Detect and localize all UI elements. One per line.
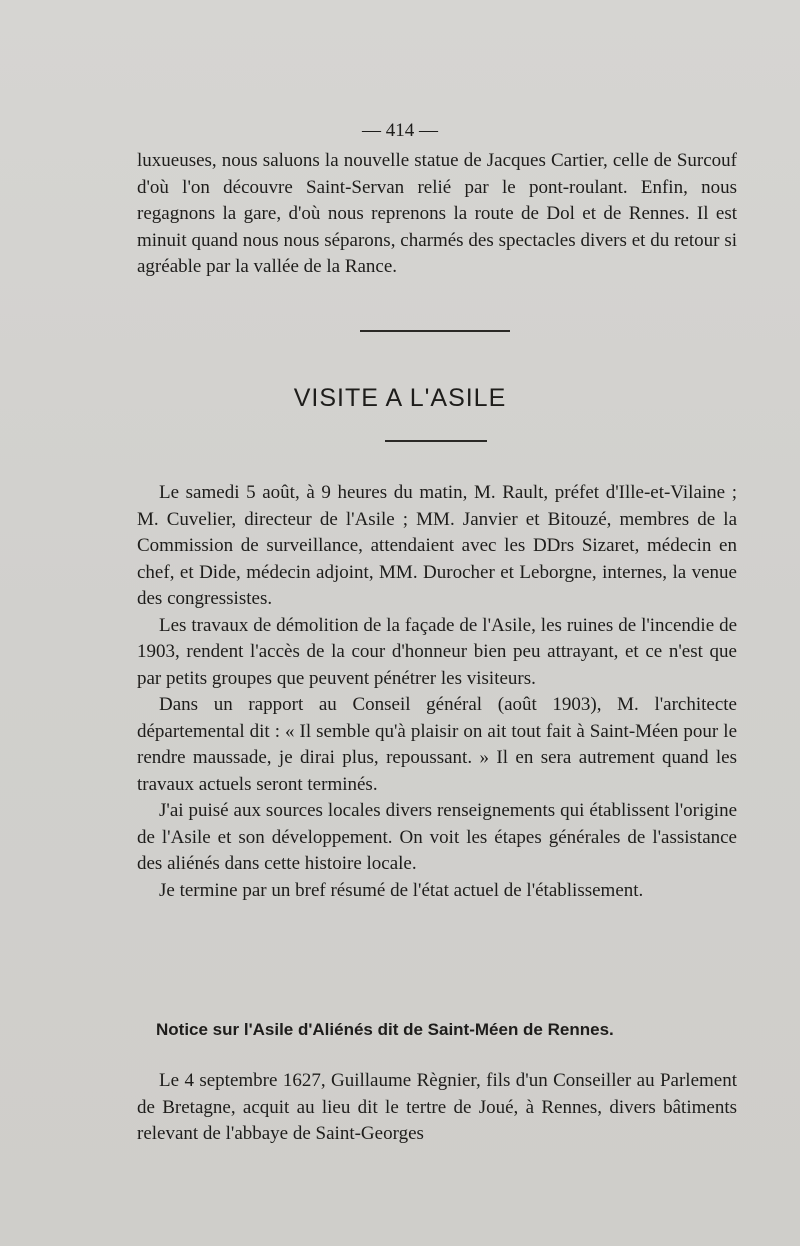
paragraph-top [137, 148, 737, 281]
notice-heading: Notice sur l'Asile d'Aliénés dit de Saint-Méen de Rennes. [156, 1020, 614, 1039]
paragraph-bottom [137, 1068, 737, 1148]
paragraph-5: Je termine par un bref résumé de l'état actuel de l'établissement. [159, 879, 644, 901]
section-title: VISITE A L'ASILE [293, 384, 507, 412]
paragraph-3: Dans un rapport au Conseil général (août 1903), M. l'architecte départemental dit : « Il semble qu'à plaisir on ait tout fait à Saint-Méen pour le rendre maussade, je dirai plus, repoussant. » Il en sera autrement quand les travaux actuels seront terminés. [137, 694, 737, 795]
paragraph-2: Les travaux de démolition de la façade de l'Asile, les ruines de l'incendie de 1903, rendent l'accès de la cour d'honneur bien peu attrayant, et ce n'est que par petits groupes que peuvent pénétrer les visiteurs. [137, 614, 737, 689]
paragraph-4: J'ai puisé aux sources locales divers renseignements qui établissent l'origine de l'Asile et son développement. On voit les étapes générales de l'assistance des aliénés dans cette histoire locale. [137, 800, 737, 874]
paragraph-bottom-text: Le 4 septembre 1627, Guillaume Règnier, fils d'un Conseiller au Parlement de Bretagne, acquit au lieu dit le tertre de Joué, à Rennes, divers bâtiments relevant de l'abbaye de Saint-Georges [137, 1070, 737, 1144]
separator-rule-under-title [385, 440, 487, 442]
section-body [137, 480, 737, 904]
page-number: — 414 — [362, 120, 438, 141]
paragraph-top-text: luxueuses, nous saluons la nouvelle statue de Jacques Cartier, celle de Surcouf d'où l'on découvre Saint-Servan relié par le pont-roulant. Enfin, nous regagnons la gare, d'où nous reprenons la route de Dol et de Rennes. Il est minuit quand nous nous séparons, charmés des spectacles divers et du retour si agréable par la vallée de la Rance. [137, 150, 737, 277]
paragraph-1: Le samedi 5 août, à 9 heures du matin, M. Rault, préfet d'Ille-et-Vilaine ; M. Cuvelier, directeur de l'Asile ; MM. Janvier et Bitouzé, membres de la Commission de surveillance, attendaient avec les DDrs Sizaret, médecin en chef, et Dide, médecin adjoint, MM. Durocher et Leborgne, internes, la venue des congressistes. [137, 482, 737, 609]
separator-rule-top [360, 330, 510, 332]
